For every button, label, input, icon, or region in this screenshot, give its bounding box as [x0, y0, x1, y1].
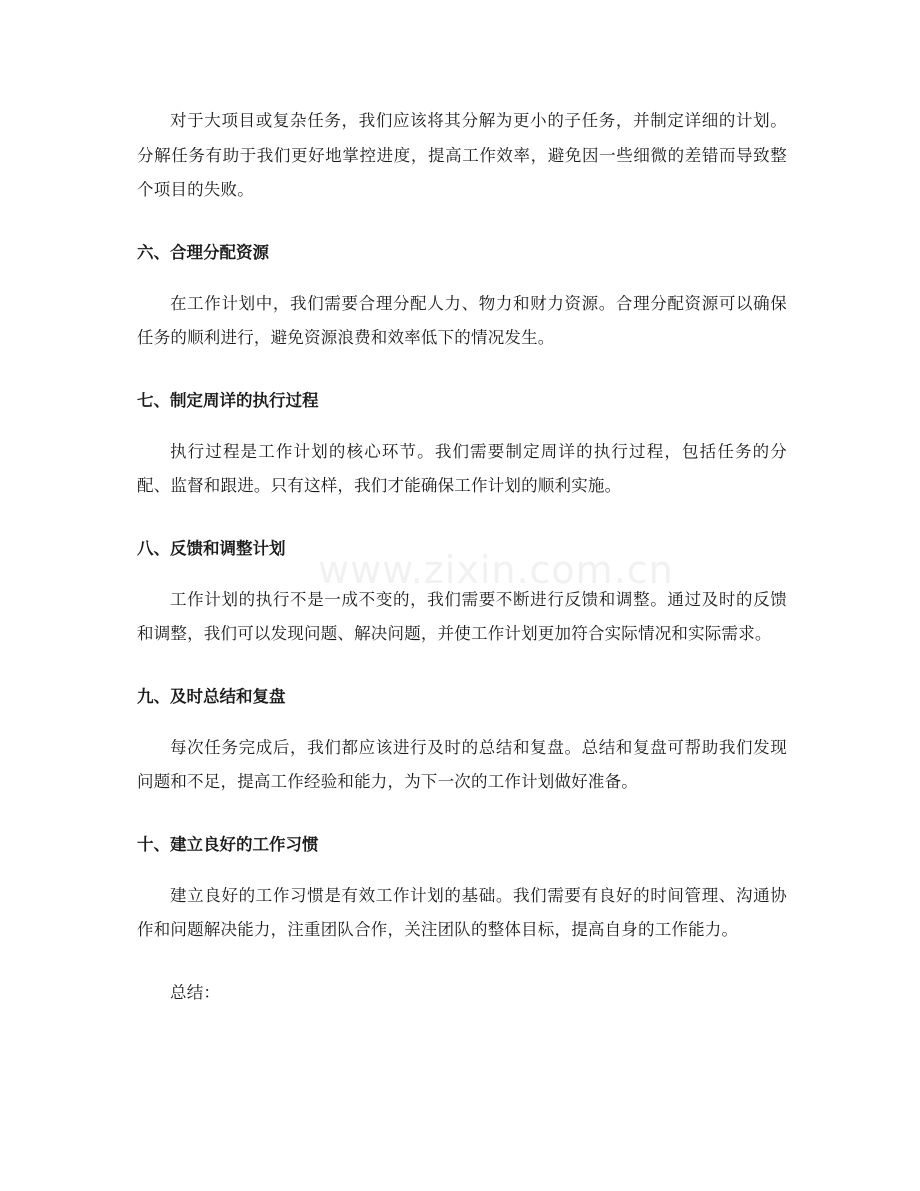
- heading-summary-review: 九、及时总结和复盘: [137, 686, 286, 706]
- paragraph-feedback-adjust: 工作计划的执行不是一成不变的，我们需要不断进行反馈和调整。通过及时的反馈和调整，我们可以发现问题、解决问题，并使工作计划更加符合实际情况和实际需求。: [137, 589, 787, 643]
- watermark: www.zixin.com.cn: [318, 548, 674, 592]
- summary-label: 总结：: [170, 982, 221, 1002]
- paragraph-task-breakdown: 对于大项目或复杂任务，我们应该将其分解为更小的子任务，并制定详细的计划。分解任务有助于我们更好地掌控进度，提高工作效率，避免因一些细微的差错而导致整个项目的失败。: [137, 111, 787, 199]
- heading-work-habits: 十、建立良好的工作习惯: [137, 834, 319, 854]
- paragraph-allocate-resources: 在工作计划中，我们需要合理分配人力、物力和财力资源。合理分配资源可以确保任务的顺利进行，避免资源浪费和效率低下的情况发生。: [137, 293, 787, 347]
- paragraph-execution-process: 执行过程是工作计划的核心环节。我们需要制定周详的执行过程，包括任务的分配、监督和跟进。只有这样，我们才能确保工作计划的顺利实施。: [137, 441, 787, 495]
- document-body: [137, 104, 787, 1010]
- paragraph-summary-review: 每次任务完成后，我们都应该进行及时的总结和复盘。总结和复盘可帮助我们发现问题和不足，提高工作经验和能力，为下一次的工作计划做好准备。: [137, 737, 787, 791]
- heading-feedback-adjust: 八、反馈和调整计划: [137, 538, 286, 558]
- heading-execution-process: 七、制定周详的执行过程: [137, 390, 319, 410]
- paragraph-work-habits: 建立良好的工作习惯是有效工作计划的基础。我们需要有良好的时间管理、沟通协作和问题解决能力，注重团队合作，关注团队的整体目标，提高自身的工作能力。: [137, 885, 787, 939]
- heading-allocate-resources: 六、合理分配资源: [137, 242, 269, 262]
